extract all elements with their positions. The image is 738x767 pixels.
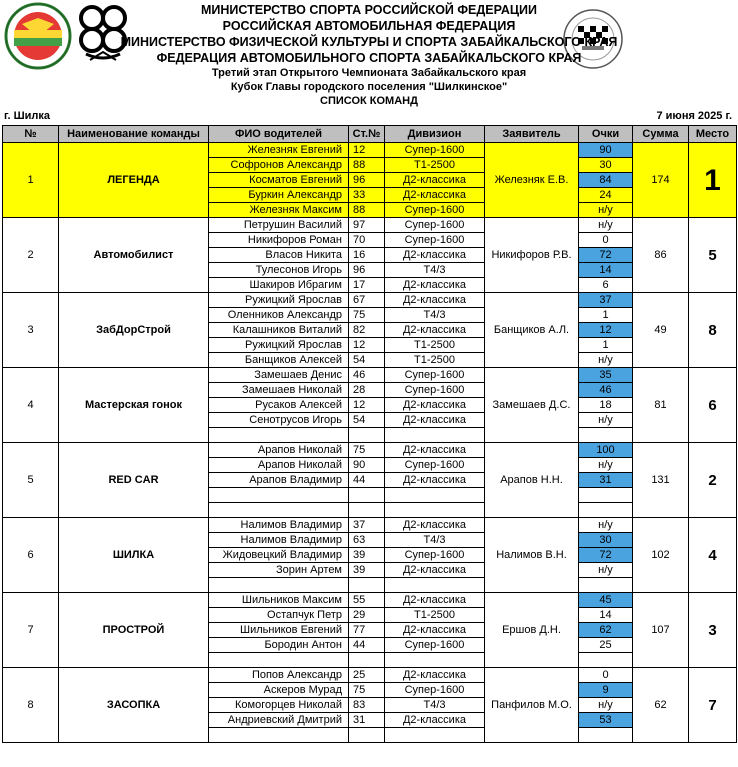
team-sum: 49	[633, 293, 689, 368]
points: 37	[579, 293, 633, 308]
team-applicant: Железняк Е.В.	[485, 143, 579, 218]
points: 72	[579, 548, 633, 563]
points: 35	[579, 368, 633, 383]
start-number: 75	[349, 308, 385, 323]
driver-name: Замешаев Денис	[209, 368, 349, 383]
driver-name: Налимов Владимир	[209, 518, 349, 533]
start-number	[349, 488, 385, 503]
col-header: Дивизион	[385, 126, 485, 143]
team-name: RED CAR	[59, 443, 209, 518]
driver-name	[209, 488, 349, 503]
points: 46	[579, 383, 633, 398]
start-number: 29	[349, 608, 385, 623]
driver-name: Шильников Евгений	[209, 623, 349, 638]
header-line-1: МИНИСТЕРСТВО СПОРТА РОССИЙСКОЙ ФЕДЕРАЦИИ	[200, 3, 537, 17]
col-header: Сумма	[633, 126, 689, 143]
division: Д2-классика	[385, 593, 485, 608]
points: 84	[579, 173, 633, 188]
start-number: 44	[349, 638, 385, 653]
col-header: Очки	[579, 126, 633, 143]
start-number: 96	[349, 263, 385, 278]
driver-name: Арапов Владимир	[209, 473, 349, 488]
points: 30	[579, 533, 633, 548]
division: Д2-классика	[385, 248, 485, 263]
division: Супер-1600	[385, 203, 485, 218]
points: 25	[579, 638, 633, 653]
start-number: 28	[349, 383, 385, 398]
division: Т4/3	[385, 263, 485, 278]
points: н/у	[579, 218, 633, 233]
points: 12	[579, 323, 633, 338]
driver-name: Косматов Евгений	[209, 173, 349, 188]
team-place: 5	[689, 218, 737, 293]
division: Д2-классика	[385, 518, 485, 533]
start-number	[349, 428, 385, 443]
team-number: 4	[3, 368, 59, 443]
page-title: СПИСОК КОМАНД	[320, 95, 418, 107]
points: 72	[579, 248, 633, 263]
table-row	[3, 593, 737, 608]
start-number: 83	[349, 698, 385, 713]
start-number: 88	[349, 158, 385, 173]
points	[579, 488, 633, 503]
team-sum: 86	[633, 218, 689, 293]
driver-name: Налимов Владимир	[209, 533, 349, 548]
division: Супер-1600	[385, 368, 485, 383]
driver-name: Железняк Евгений	[209, 143, 349, 158]
team-name: ПРОСТРОЙ	[59, 593, 209, 668]
driver-name: Ружицкий Ярослав	[209, 338, 349, 353]
col-header: Ст.№	[349, 126, 385, 143]
start-number: 55	[349, 593, 385, 608]
points	[579, 578, 633, 593]
start-number: 67	[349, 293, 385, 308]
team-sum: 107	[633, 593, 689, 668]
start-number: 44	[349, 473, 385, 488]
division	[385, 488, 485, 503]
header-line-3: МИНИСТЕРСТВО ФИЗИЧЕСКОЙ КУЛЬТУРЫ И СПОРТА ЗАБАЙКАЛЬСКОГО КРАЯ	[120, 35, 618, 49]
start-number: 75	[349, 683, 385, 698]
start-number: 31	[349, 713, 385, 728]
start-number: 33	[349, 188, 385, 203]
col-header: №	[3, 126, 59, 143]
team-sum: 62	[633, 668, 689, 743]
start-number: 63	[349, 533, 385, 548]
division: Д2-классика	[385, 293, 485, 308]
team-sum: 131	[633, 443, 689, 518]
col-header: Наименование команды	[59, 126, 209, 143]
points: н/у	[579, 203, 633, 218]
team-place: 8	[689, 293, 737, 368]
start-number: 12	[349, 143, 385, 158]
division: Д2-классика	[385, 398, 485, 413]
table-row	[3, 218, 737, 233]
team-applicant: Арапов Н.Н.	[485, 443, 579, 518]
points: н/у	[579, 518, 633, 533]
division: Д2-классика	[385, 323, 485, 338]
driver-name: Никифоров Роман	[209, 233, 349, 248]
team-sum: 81	[633, 368, 689, 443]
driver-name: Арапов Николай	[209, 458, 349, 473]
points: 62	[579, 623, 633, 638]
points: 6	[579, 278, 633, 293]
driver-name	[209, 653, 349, 668]
team-sum: 102	[633, 518, 689, 593]
points: 9	[579, 683, 633, 698]
start-number: 70	[349, 233, 385, 248]
team-number: 2	[3, 218, 59, 293]
table-row	[3, 293, 737, 308]
division: Д2-классика	[385, 713, 485, 728]
division: Д2-классика	[385, 278, 485, 293]
start-number: 97	[349, 218, 385, 233]
points	[579, 503, 633, 518]
division: Супер-1600	[385, 143, 485, 158]
start-number: 25	[349, 668, 385, 683]
header-line-4: ФЕДЕРАЦИЯ АВТОМОБИЛЬНОГО СПОРТА ЗАБАЙКАЛЬСКОГО КРАЯ	[156, 51, 582, 65]
division: Д2-классика	[385, 473, 485, 488]
points: 0	[579, 233, 633, 248]
team-applicant: Никифоров Р.В.	[485, 218, 579, 293]
division	[385, 728, 485, 743]
driver-name: Железняк Максим	[209, 203, 349, 218]
table-row	[3, 143, 737, 158]
driver-name	[209, 503, 349, 518]
points	[579, 728, 633, 743]
team-name: ЗАСОПКА	[59, 668, 209, 743]
division: Супер-1600	[385, 458, 485, 473]
start-number: 54	[349, 413, 385, 428]
team-place: 4	[689, 518, 737, 593]
teams-table	[2, 125, 737, 743]
division	[385, 428, 485, 443]
points	[579, 653, 633, 668]
driver-name: Шакиров Ибрагим	[209, 278, 349, 293]
points: 30	[579, 158, 633, 173]
start-number: 82	[349, 323, 385, 338]
division: Т4/3	[385, 533, 485, 548]
points: 14	[579, 263, 633, 278]
date-label: 7 июня 2025 г.	[656, 110, 732, 122]
team-sum: 174	[633, 143, 689, 218]
driver-name: Буркин Александр	[209, 188, 349, 203]
points: н/у	[579, 563, 633, 578]
division	[385, 578, 485, 593]
team-number: 7	[3, 593, 59, 668]
driver-name: Жидовецкий Владимир	[209, 548, 349, 563]
division: Т1-2500	[385, 353, 485, 368]
header-line-2: РОССИЙСКАЯ АВТОМОБИЛЬНАЯ ФЕДЕРАЦИЯ	[222, 19, 516, 33]
team-name: Автомобилист	[59, 218, 209, 293]
team-name: Мастерская гонок	[59, 368, 209, 443]
table-row	[3, 443, 737, 458]
driver-name: Бородин Антон	[209, 638, 349, 653]
division: Т4/3	[385, 698, 485, 713]
start-number: 46	[349, 368, 385, 383]
division: Д2-классика	[385, 563, 485, 578]
driver-name: Попов Александр	[209, 668, 349, 683]
start-number	[349, 503, 385, 518]
start-number: 96	[349, 173, 385, 188]
driver-name: Тулесонов Игорь	[209, 263, 349, 278]
points: н/у	[579, 413, 633, 428]
team-place: 6	[689, 368, 737, 443]
start-number: 54	[349, 353, 385, 368]
start-number	[349, 578, 385, 593]
points	[579, 428, 633, 443]
points: 18	[579, 398, 633, 413]
division	[385, 503, 485, 518]
division: Супер-1600	[385, 548, 485, 563]
team-number: 1	[3, 143, 59, 218]
team-applicant: Замешаев Д.С.	[485, 368, 579, 443]
driver-name: Калашников Виталий	[209, 323, 349, 338]
driver-name: Русаков Алексей	[209, 398, 349, 413]
team-applicant: Панфилов М.О.	[485, 668, 579, 743]
driver-name: Остапчук Петр	[209, 608, 349, 623]
points: н/у	[579, 698, 633, 713]
table-row	[3, 668, 737, 683]
division: Д2-классика	[385, 443, 485, 458]
driver-name	[209, 578, 349, 593]
points: 24	[579, 188, 633, 203]
points: 31	[579, 473, 633, 488]
division	[385, 653, 485, 668]
start-number: 77	[349, 623, 385, 638]
driver-name: Арапов Николай	[209, 443, 349, 458]
driver-name: Власов Никита	[209, 248, 349, 263]
points: 53	[579, 713, 633, 728]
division: Супер-1600	[385, 638, 485, 653]
driver-name: Банщиков Алексей	[209, 353, 349, 368]
team-applicant: Банщиков А.Л.	[485, 293, 579, 368]
points: н/у	[579, 458, 633, 473]
col-header: Место	[689, 126, 737, 143]
team-name: ЗабДорСтрой	[59, 293, 209, 368]
start-number: 39	[349, 563, 385, 578]
header-line-5: Третий этап Открытого Чемпионата Забайкальского края	[211, 67, 527, 79]
header-line-6: Кубок Главы городского поселения "Шилкинское"	[230, 81, 508, 93]
driver-name: Шильников Максим	[209, 593, 349, 608]
division: Т1-2500	[385, 338, 485, 353]
division: Т1-2500	[385, 158, 485, 173]
start-number: 75	[349, 443, 385, 458]
division: Д2-классика	[385, 413, 485, 428]
division: Супер-1600	[385, 218, 485, 233]
driver-name: Софронов Александр	[209, 158, 349, 173]
table-row	[3, 518, 737, 533]
division: Д2-классика	[385, 623, 485, 638]
division: Т1-2500	[385, 608, 485, 623]
points: н/у	[579, 353, 633, 368]
start-number: 37	[349, 518, 385, 533]
team-place: 3	[689, 593, 737, 668]
points: 90	[579, 143, 633, 158]
division: Супер-1600	[385, 383, 485, 398]
team-number: 8	[3, 668, 59, 743]
team-place: 1	[689, 143, 737, 218]
start-number	[349, 728, 385, 743]
driver-name: Зорин Артем	[209, 563, 349, 578]
start-number: 88	[349, 203, 385, 218]
team-place: 2	[689, 443, 737, 518]
start-number: 16	[349, 248, 385, 263]
division: Д2-классика	[385, 668, 485, 683]
driver-name: Петрушин Василий	[209, 218, 349, 233]
driver-name: Сенотрусов Игорь	[209, 413, 349, 428]
start-number: 17	[349, 278, 385, 293]
table-header-row	[3, 126, 737, 143]
division: Супер-1600	[385, 683, 485, 698]
team-applicant: Налимов В.Н.	[485, 518, 579, 593]
driver-name: Аскеров Мурад	[209, 683, 349, 698]
team-applicant: Ершов Д.Н.	[485, 593, 579, 668]
team-number: 5	[3, 443, 59, 518]
driver-name: Оленников Александр	[209, 308, 349, 323]
start-number: 12	[349, 398, 385, 413]
start-number: 90	[349, 458, 385, 473]
team-name: ШИЛКА	[59, 518, 209, 593]
start-number: 12	[349, 338, 385, 353]
points: 1	[579, 308, 633, 323]
team-number: 3	[3, 293, 59, 368]
team-place: 7	[689, 668, 737, 743]
division: Д2-классика	[385, 188, 485, 203]
team-name: ЛЕГЕНДА	[59, 143, 209, 218]
points: 0	[579, 668, 633, 683]
start-number	[349, 653, 385, 668]
col-header: ФИО водителей	[209, 126, 349, 143]
driver-name: Комогорцев Николай	[209, 698, 349, 713]
driver-name	[209, 428, 349, 443]
table-row	[3, 368, 737, 383]
driver-name	[209, 728, 349, 743]
points: 45	[579, 593, 633, 608]
points: 14	[579, 608, 633, 623]
driver-name: Замешаев Николай	[209, 383, 349, 398]
start-number: 39	[349, 548, 385, 563]
points: 1	[579, 338, 633, 353]
driver-name: Ружицкий Ярослав	[209, 293, 349, 308]
points: 100	[579, 443, 633, 458]
division: Т4/3	[385, 308, 485, 323]
division: Д2-классика	[385, 173, 485, 188]
division: Супер-1600	[385, 233, 485, 248]
col-header: Заявитель	[485, 126, 579, 143]
city-label: г. Шилка	[4, 110, 51, 122]
team-number: 6	[3, 518, 59, 593]
driver-name: Андриевский Дмитрий	[209, 713, 349, 728]
